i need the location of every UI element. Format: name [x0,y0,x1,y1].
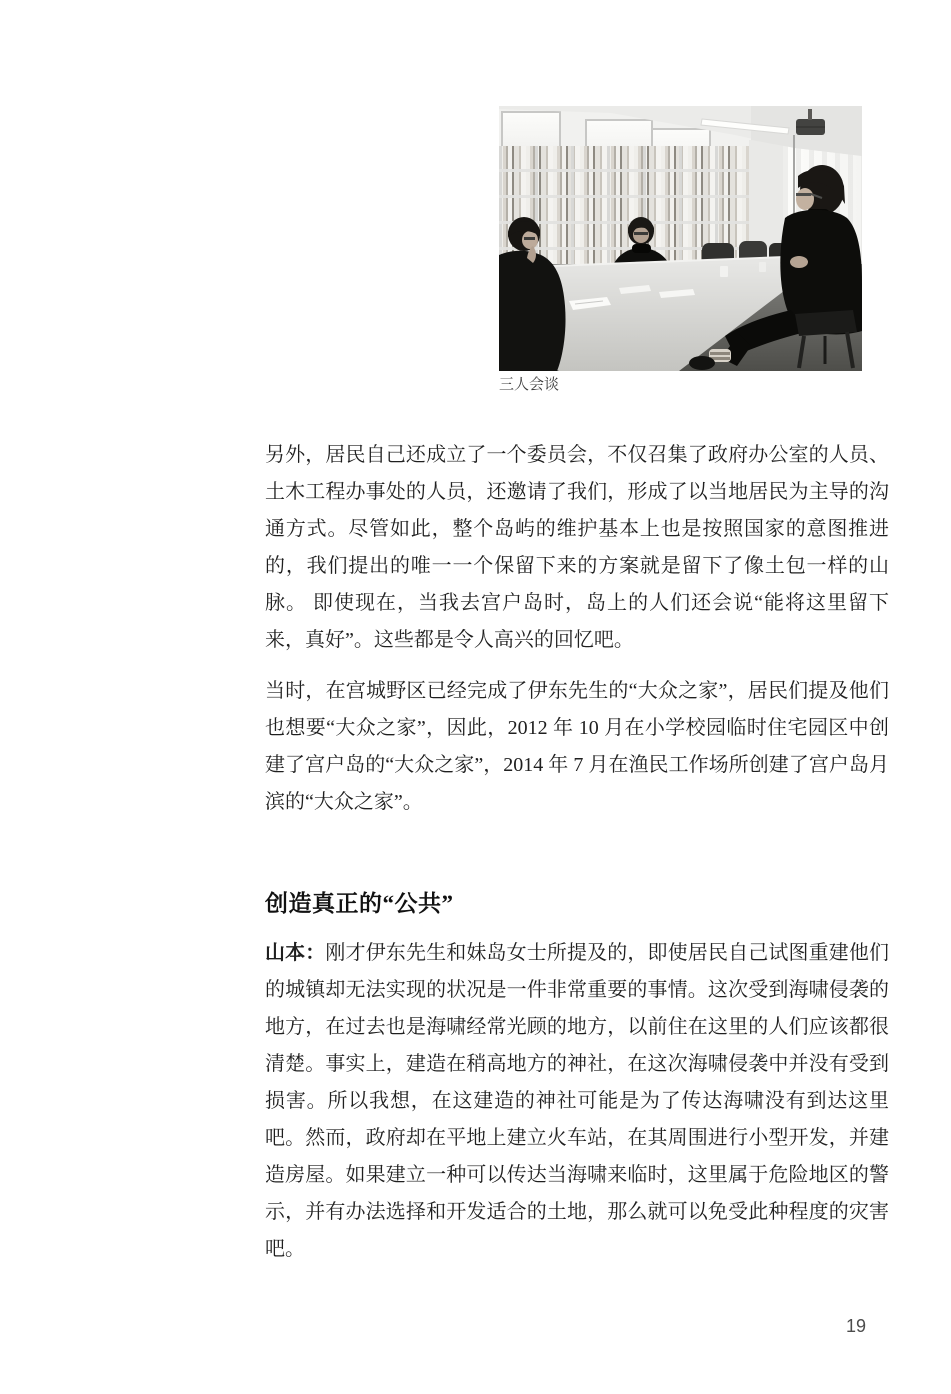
section-heading: 创造真正的“公共” [265,891,454,916]
paragraph: 另外，居民自己还成立了一个委员会，不仅召集了政府办公室的人员、土木工程办事处的人员，还邀请了我们，形成了以当地居民为主导的沟通方式。尽管如此，整个岛屿的维护基本上也是按照国家的意图推进的，我们提出的唯一一个保留下来的方案就是留下了像土包一样的山脉。 即使现在，当我去宫户岛时，岛上的人们还会说“能将这里留下来，真好”。这些都是令人高兴的回忆吧。 [265,444,889,651]
page-number: 19 [846,1316,867,1336]
speech-text: 刚才伊东先生和妹岛女士所提及的，即使居民自己试图重建他们的城镇却无法实现的状况是一件非常重要的事情。这次受到海啸侵袭的地方，在过去也是海啸经常光顾的地方，以前住在这里的人们应该都很清楚。事实上，建造在稍高地方的神社，在这次海啸侵袭中并没有受到损害。所以我想，在这建造的神社可能是为了传达海啸没有到达这里吧。然而，政府却在平地上建立火车站，在其周围进行小型开发，并建造房屋。如果建立一种可以传达当海啸来临时，这里属于危险地区的警示，并有办法选择和开发适合的土地，那么就可以免受此种程度的灾害吧。 [265,942,890,1260]
photo-figures [499,106,862,371]
speaker-label: 山本： [265,942,326,964]
photo-caption: 三人会谈 [499,376,560,393]
text-block [265,437,889,1282]
speech-paragraph [265,935,889,1268]
paragraph: 当时，在宫城野区已经完成了伊东先生的“大众之家”，居民们提及他们也想要“大众之家”，因此，2012 年 10 月在小学校园临时住宅园区中创建了宫户岛的“大众之家”，2014 年 7 月在渔民工作场所创建了宫户岛月滨的“大众之家”。 [265,680,889,813]
meeting-photo [499,106,862,371]
